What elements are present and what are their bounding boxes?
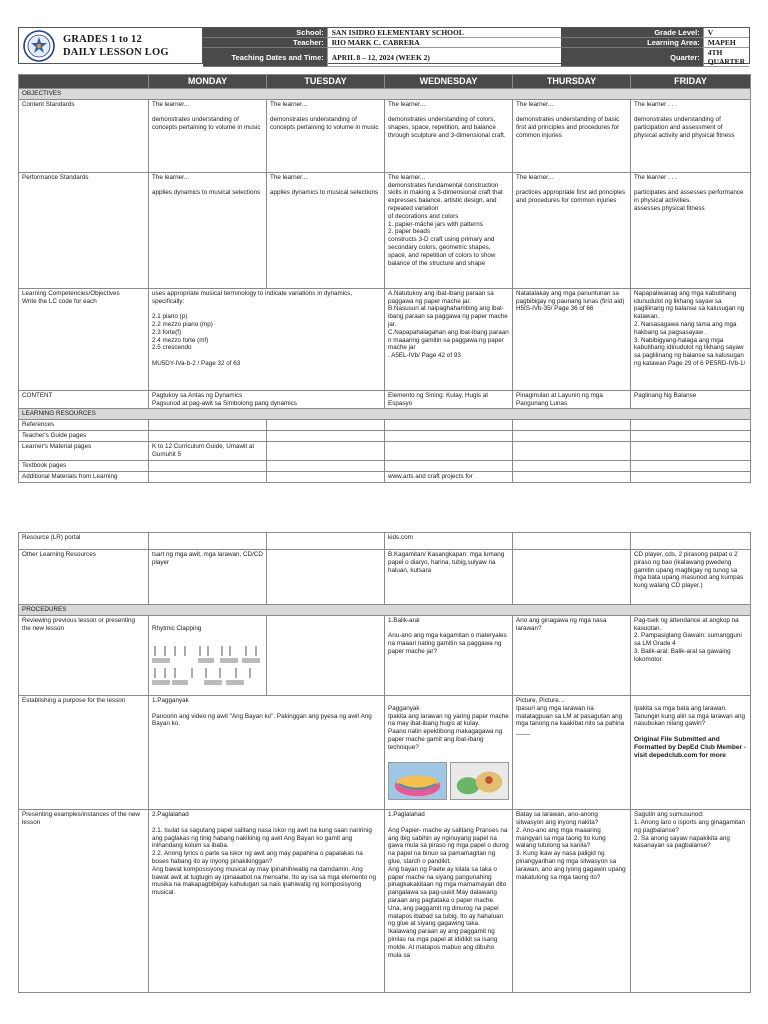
- quarter-label: Quarter:: [561, 48, 703, 67]
- objectives-section-row: [19, 89, 751, 100]
- content-standards-tuesday: The learner... demonstrates understanding of concepts pertaining to volume in music: [267, 99, 385, 172]
- day-monday: MONDAY: [149, 75, 267, 89]
- textbook-row: [19, 460, 751, 471]
- other-resources-thursday: [513, 550, 631, 605]
- references-tuesday: [267, 420, 385, 431]
- lr-portal-thursday: [513, 533, 631, 550]
- reviewing-tuesday: [267, 615, 385, 695]
- learning-resources-row: [19, 409, 751, 420]
- content-monday-tuesday: Pagtukoy sa Antas ng Dynamics Pagsunod at pag-awit sa Simbolong pang dynamics: [149, 390, 385, 409]
- other-resources-wednesday: B.Kagamitan/ Kasangkapan: mga lumang papel o diaryo, harina, tubig,sulyaw na haluan, kutsara: [385, 550, 513, 605]
- textbook-thursday: [513, 460, 631, 471]
- learners-material-tuesday: [267, 441, 385, 460]
- other-resources-monday: tsart ng mga awit, mga larawan, CD/CD player: [149, 550, 267, 605]
- reviewing-row: [19, 615, 751, 695]
- day-wednesday: WEDNESDAY: [385, 75, 513, 89]
- purpose-wednesday: [385, 695, 513, 809]
- references-wednesday: [385, 420, 513, 431]
- textbook-wednesday: [385, 460, 513, 471]
- reviewing-label: Reviewing previous lesson or presenting the new lesson: [19, 615, 149, 695]
- reviewing-wednesday: 1.Balik-aral Anu-ano ang mga kagamitan o materyales na maaari nating gamitin sa paggawa ng paper mache jar?: [385, 615, 513, 695]
- content-standards-wednesday: The learner... demonstrates understanding of colors, shapes, space, repetition, and balance through sculpture and 3-dimensional craft.: [385, 99, 513, 172]
- lesson-log-table-page1: [18, 74, 751, 483]
- header-title-line1: GRADES 1 to 12: [63, 33, 142, 45]
- grade-level-label: Grade Level:: [561, 28, 703, 38]
- reviewing-monday: [149, 615, 267, 695]
- teachers-guide-wednesday: [385, 430, 513, 441]
- competencies-row: [19, 288, 751, 390]
- dates-label: Teaching Dates and Time:: [203, 48, 327, 67]
- textbook-label: Textbook pages: [19, 460, 149, 471]
- performance-standards-thursday: The learner... practices appropriate first aid principles and procedures for common injuries: [513, 172, 631, 288]
- learners-material-label: Learner's Material pages: [19, 441, 149, 460]
- quarter-value: 4TH QUARTER: [703, 48, 749, 67]
- purpose-friday-text: Ipakita sa mga bata ang larawan. Tanungin kung alin sa mga larawan ang nasubukan nilang gawin?: [634, 704, 745, 728]
- header-title: [63, 33, 169, 59]
- learners-material-thursday: [513, 441, 631, 460]
- references-row: [19, 420, 751, 431]
- paper-mache-bowl-image: [388, 762, 447, 800]
- presenting-row: [19, 810, 751, 993]
- additional-materials-thursday: [513, 471, 631, 482]
- content-standards-monday: The learner... demonstrates understanding of concepts pertaining to volume in music: [149, 99, 267, 172]
- rhythm-notation-image: [152, 642, 264, 686]
- presenting-label: Presenting examples/instances of the new lesson: [19, 810, 149, 993]
- learning-resources-label: LEARNING RESOURCES: [19, 409, 751, 420]
- performance-standards-monday: The learner... applies dynamics to musical selections: [149, 172, 267, 288]
- reviewing-friday: Pag-tsek ng attendance at angkop na kasuotan. 2. Pampasiglang Gawain: sumangguni sa LM Grade 4 3. Balik-aral: Balik-aral sa gawaing lokomotor: [631, 615, 751, 695]
- content-wednesday: Elemento ng Sining: Kulay, Hugis at Espasyo: [385, 390, 513, 409]
- purpose-monday-tuesday: 1.Pagganyak Panoorin ang video ng awit "Ang Bayan ko". Pakinggan ang pyesa ng awit Ang Bayan ko.: [149, 695, 385, 809]
- teachers-guide-monday: [149, 430, 267, 441]
- competencies-label: Learning Competencies/Objectives Write the LC code for each: [19, 288, 149, 390]
- reviewing-thursday: Ano ang ginagawa ng mga nasa larawan?: [513, 615, 631, 695]
- presenting-wednesday: 1.Paglalahad Ang Papier- mache ay salitang Pranses na ang ibig sabihin ay nginuyang papel na gawa mula sa piraso ng mga papel o durog na papel na binuo sa pamamagitan ng glue, starch o pandikit. Ang bayan ng Paete ay kilala sa taka o paper mache na siyang pangunahing pinagkakakitaan ng mga mamamayan dito pangalawa sa pag-uukit May dalawang paraan ang pagtataka o paper mache. Una, ang paggamit ng dinurog na papel matapos ibabad sa tubig. Ito ay hahaluan ng glue at siyang gagawing taka. Ikalawang paraan ay ang paggamit ng pinilas na mga papel at ididikit sa isang molde. At matapos mabuo ang dibuho mula sa: [385, 810, 513, 993]
- performance-standards-wednesday: The learner... demonstrates fundamental construction skills in making a 3-dimensional craft that expresses balance, artistic design, and repeated variation of decorations and colors 1. papier-mâché jars with patterns 2. paper beads constructs 3-D craft using primary and secondary colors, geometric shapes, space, and repetition of colors to show balance of the structure and shape: [385, 172, 513, 288]
- performance-standards-tuesday: The learner... applies dynamics to musical selections: [267, 172, 385, 288]
- learning-area-label: Learning Area:: [561, 38, 703, 48]
- other-resources-label: Other Learning Resources: [19, 550, 149, 605]
- references-monday: [149, 420, 267, 431]
- deped-seal-icon: [23, 30, 55, 62]
- depedclub-note: Original File Submitted and Formatted by DepEd Club Member - visit depedclub.com for more: [634, 735, 747, 759]
- teacher-value: RIO MARK C. CABRERA: [327, 38, 561, 48]
- lr-portal-label: Resource (LR) portal: [19, 533, 149, 550]
- lr-portal-friday: [631, 533, 751, 550]
- textbook-friday: [631, 460, 751, 471]
- day-thursday: THURSDAY: [513, 75, 631, 89]
- learning-area-value: MAPEH: [703, 38, 749, 48]
- additional-materials-monday: [149, 471, 267, 482]
- content-friday: Paglinang Ng Balanse: [631, 390, 751, 409]
- learners-material-wednesday: [385, 441, 513, 460]
- content-row: [19, 390, 751, 409]
- additional-materials-wednesday: www.arts and craft projects for: [385, 471, 513, 482]
- purpose-label: Establishing a purpose for the lesson: [19, 695, 149, 809]
- lr-portal-monday: [149, 533, 267, 550]
- school-value: SAN ISIDRO ELEMENTARY SCHOOL: [327, 28, 561, 38]
- presenting-friday: Sagutin ang sumusunod: 1. Anong laro o isports ang ginagamitan ng pagbalanse? 2. Sa anong sayaw napakikita ang kasanayan sa pagbalanse?: [631, 810, 751, 993]
- competencies-monday-tuesday: uses appropriate musical terminology to indicate variations in dynamics, specifically: 2.1 piano (p) 2.2 mezzo piano (mp) 2.3 forte(f) 2.4 mezzo forte (mf) 2.5 crescendo MU5DY-IVa-b-2 / Page 32 of 63: [149, 288, 385, 390]
- teachers-guide-thursday: [513, 430, 631, 441]
- additional-materials-label: Additional Materials from Learning: [19, 471, 149, 482]
- learners-material-friday: [631, 441, 751, 460]
- rhythmic-clapping-title: Rhytmic Clapping: [152, 624, 202, 632]
- other-resources-friday: CD player, cds, 2 pirasong patpat o 2 piraso ng bao (ikalawang pwedeng gamitin upang magbigay ng tunog sa mga bata upang masunod ang kumpas kung walang CD player.): [631, 550, 751, 605]
- purpose-thursday: Picture, Picture... Ipasuri ang mga larawan na matatagpuan sa LM at pasagutan ang mga tanong na kaakibat nito sa pahina ____: [513, 695, 631, 809]
- header-title-line2: DAILY LESSON LOG: [63, 46, 169, 58]
- teacher-label: Teacher:: [203, 38, 327, 48]
- lr-portal-tuesday: [267, 533, 385, 550]
- content-standards-row: [19, 99, 751, 172]
- performance-standards-row: [19, 172, 751, 288]
- learners-material-monday: K to 12 Curriculum Guide, Umawit at Gumuhit 5: [149, 441, 267, 460]
- corner-cell: [19, 75, 149, 89]
- additional-materials-friday: [631, 471, 751, 482]
- lr-portal-wednesday: kids.com: [385, 533, 513, 550]
- lr-portal-row: [19, 533, 751, 550]
- day-header-row: [19, 75, 751, 89]
- objectives-label: OBJECTIVES: [19, 89, 751, 100]
- teachers-guide-row: [19, 430, 751, 441]
- procedures-section-row: [19, 605, 751, 616]
- paper-mache-images: [388, 762, 509, 800]
- day-tuesday: TUESDAY: [267, 75, 385, 89]
- textbook-tuesday: [267, 460, 385, 471]
- header-fields: [203, 28, 749, 66]
- performance-standards-label: Performance Standards: [19, 172, 149, 288]
- performance-standards-friday: The learner . . . participates and assesses performance in physical activities. assesses physical fitness: [631, 172, 751, 288]
- competencies-thursday: Natatalakay ang mga panuntunan sa pagbibigay ng paunang lunas (first aid) H5IS-IVb-35/ Page 36 of 66: [513, 288, 631, 390]
- references-friday: [631, 420, 751, 431]
- content-thursday: Pinagmulan at Layunin ng mga Pangunang Lunas: [513, 390, 631, 409]
- lesson-log-table-page2: [18, 532, 751, 993]
- school-label: School:: [203, 28, 327, 38]
- grade-level-value: V: [703, 28, 749, 38]
- purpose-row: [19, 695, 751, 809]
- paper-mache-craft-image: [450, 762, 509, 800]
- teachers-guide-label: Teacher's Guide pages: [19, 430, 149, 441]
- content-label: CONTENT: [19, 390, 149, 409]
- competencies-wednesday: A.Natutukoy ang ibat-ibang paraan sa paggawa ng paper mache jar. B.Nasusuri at naipaghahambing ang ibat-ibang paraan sa paggawa ng paper mache jar. C.Napapahalagahan ang ibat-ibang paraan n maaaring gamitin sa paggawa ng paper mache jar . A5EL-IVb/ Page 42 of 93: [385, 288, 513, 390]
- content-standards-thursday: The learner... demonstrates understanding of basic first aid principles and procedures for common injuries: [513, 99, 631, 172]
- purpose-wednesday-text: Pagganyak Ipakita ang larawan ng yaring paper mache na may ibat-ibang hugis at kulay. Paano natin epektibong makagagawa ng paper mache gamit ang ibat-ibang technique?: [388, 704, 509, 751]
- other-resources-row: [19, 550, 751, 605]
- additional-materials-row: [19, 471, 751, 482]
- presenting-thursday: Batay sa larawan, ano-anong sitwasyon ang inyong nakita? 2. Ano-ano ang mga maaaring mangyari sa mga taong ito kung walang tutulong sa kanila? 3. Kung ikaw ay nasa paligid ng pinangyarihan ng mga sitwasyon sa larawan, ano ang iyong gagawin upang makatulong sa mga taong ito?: [513, 810, 631, 993]
- presenting-monday-tuesday: 2.Paglalahad 2.1. Isulat sa sagutang papel salitang nasa iskor ng awit na kung saan naririnig ang paglakas ng tinig habang nakikinig ng awit Ang Bayan ko gamit ang inihandang kolum sa ibaba. 2.2. Anong lyrics o parte sa iskor ng awit ang may papahina o papalakas na boses habang ito ay inyong pinakikinggan? Ang bawat komposisyong musical ay may ipinahihiwatig na damdamin. Ang bawat awit at tugtugin ay ipinaaabot na mensahe. Ito ay isa sa mga elemento ng musika na makapagbibigay kahulugan sa nais ipahiwatig ng komposisyong musical.: [149, 810, 385, 993]
- teachers-guide-tuesday: [267, 430, 385, 441]
- content-standards-label: Content Standards: [19, 99, 149, 172]
- learners-material-row: [19, 441, 751, 460]
- additional-materials-tuesday: [267, 471, 385, 482]
- header-title-block: [19, 28, 203, 63]
- references-label: References: [19, 420, 149, 431]
- lesson-log-header: [18, 27, 750, 64]
- competencies-friday: Napapaliwanag ang mga kabutihang idunudulot ng likhang sayaw sa paglilinang ng balanse sa kalusugan ng katawan. 2. Naisasagawa nang tama ang mga hakbang sa pagsasayaw . 3. Nabibigyang-halaga ang mga kabutihang idinudulot ng likhang sayaw sa paglilinang ng balanse sa kalusugan ng katawan Page 29 of 6 PE5RD-IVb-1/: [631, 288, 751, 390]
- content-standards-friday: The learner . . . demonstrates understanding of participation and assessment of physical activity and physical fitness: [631, 99, 751, 172]
- day-friday: FRIDAY: [631, 75, 751, 89]
- references-thursday: [513, 420, 631, 431]
- teachers-guide-friday: [631, 430, 751, 441]
- procedures-label: PROCEDURES: [19, 605, 751, 616]
- other-resources-tuesday: [267, 550, 385, 605]
- dates-value: APRIL 8 – 12, 2024 (WEEK 2): [327, 48, 561, 67]
- purpose-friday: [631, 695, 751, 809]
- textbook-monday: [149, 460, 267, 471]
